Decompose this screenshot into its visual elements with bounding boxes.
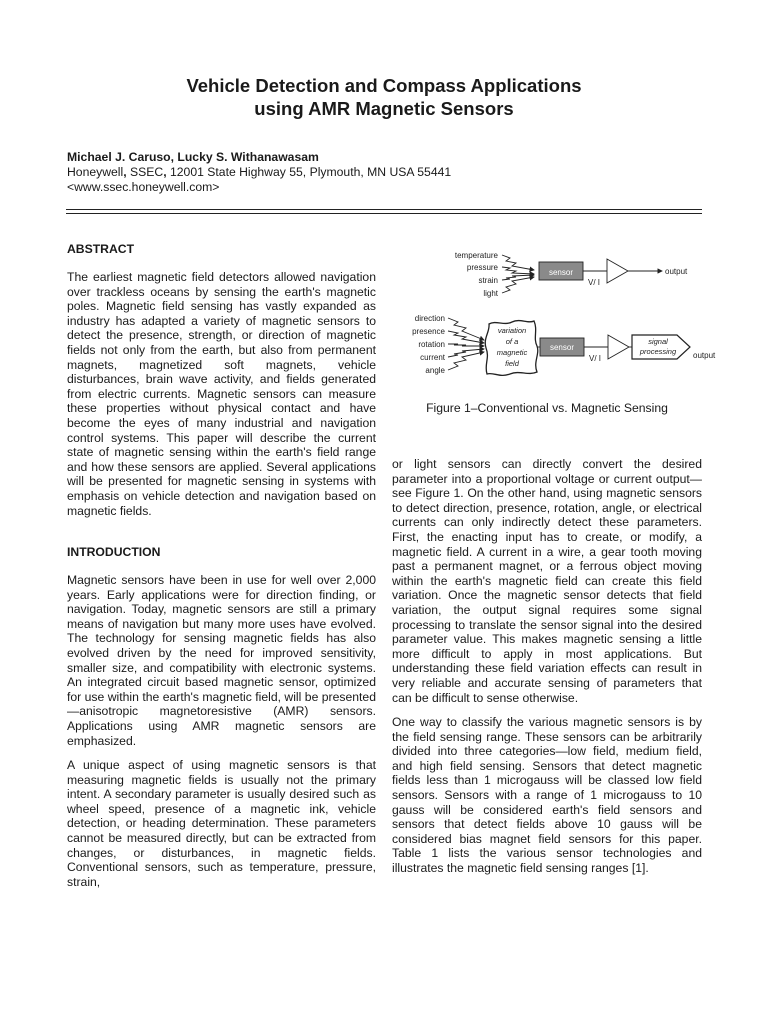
input-label-direction: direction xyxy=(414,314,445,323)
affiliation-address: 12001 State Highway 55, Plymouth, MN USA 55441 xyxy=(170,165,452,179)
input-label-temperature: temperature xyxy=(454,251,498,260)
abstract-text: The earliest magnetic field detectors allowed navigation over trackless oceans by sensing the earth's magnetic poles. Magnetic field sensing has vastly expanded as industry has adapted a variety of magnetic sensors to detect the presence, strength, or direction of magnetic fields not only from the earth, but also from permanent magnets, magnetized soft magnets, vehicle disturbances, brain wave activity, and fields generated from electric currents. Magnetic sensors can measure these properties without physical contact and have become the eyes of many industrial and navigation control systems. This paper will describe the current state of magnetic sensing within the earth's field range and how these sensors are applied. Several applications will be presented for magnetic sensing in systems with emphasis on vehicle detection and navigation based on magnetic fields. xyxy=(67,270,376,518)
signal-processing-line-2: processing xyxy=(639,347,677,356)
output-label-bottom: output xyxy=(693,351,716,360)
input-label-pressure: pressure xyxy=(466,263,498,272)
vi-label-top: V/ I xyxy=(587,278,601,287)
body-paragraph-right-1: or light sensors can directly convert the desired parameter into a proportional voltage or current output—see Figure 1. On the other hand, using magnetic sensors to detect direction, presence, rotation, angle, or electrical currents can only indirectly detect these parameters. First, the enacting input has to create, or modify, a magnetic field. A current in a wire, a gear tooth moving past a permanent magnet, or a ferrous object moving within the earth's magnetic field can create this field variation. Once the magnetic sensor detects that field variation, the output signal requires some signal processing to translate the sensor signal into the desired parameter value. This makes magnetic sensing a little more difficult to apply in most applications. But understanding these field variation effects can result in very reliable and accurate sensing of parameters that can be difficult to sense otherwise. xyxy=(392,457,702,705)
affiliation xyxy=(67,164,451,180)
input-label-current: current xyxy=(420,353,445,362)
header-rule-bottom xyxy=(66,213,702,214)
input-label-rotation: rotation xyxy=(418,340,445,349)
vi-label-bottom: V/ I xyxy=(588,354,602,363)
amplifier-top xyxy=(607,259,628,283)
signal-processing-line-1: signal xyxy=(648,337,668,346)
author-url: <www.ssec.honeywell.com> xyxy=(67,180,220,194)
blob-line-4: field xyxy=(505,359,519,368)
body-paragraph-right-2: One way to classify the various magnetic sensors is by the field sensing range. These sensors can be arbitrarily divided into three categories—low field, medium field, and high field sensing. Sensors that detect magnetic fields less than 1 microgauss will be classed low field sensors. Sensors with a range of 1 microgauss to 10 gauss will be considered earth's field sensors and sensors that detect fields above 10 gauss will be considered bias magnet field sensors for this paper. Table 1 lists the various sensor technologies and illustrates the magnetic field sensing ranges [1]. xyxy=(392,715,702,875)
input-label-angle: angle xyxy=(425,366,445,375)
paper-title-line-2: using AMR Magnetic Sensors xyxy=(254,98,514,119)
zigzag-rotation xyxy=(448,344,484,346)
sensor-label-bottom: sensor xyxy=(549,343,575,352)
introduction-paragraph-2: A unique aspect of using magnetic sensors is that measuring magnetic fields is usually not the primary intent. A secondary parameter is usually desired such as wheel speed, presence of a magnetic ink, vehicle detection, or heading determination. These parameters cannot be measured directly, but can be extracted from changes, or disturbances, in magnetic fields. Conventional sensors, such as temperature, pressure, strain, xyxy=(67,758,376,889)
header-rule-top xyxy=(66,209,702,210)
zigzag-pressure xyxy=(502,267,534,274)
introduction-paragraph-1: Magnetic sensors have been in use for well over 2,000 years. Early applications were for direction finding, or navigation. Today, magnetic sensors are still a primary means of navigation but many more uses have evolved. The technology for sensing magnetic fields has also evolved driven by the need for improved sensitivity, smaller size, and compatibility with electronic systems. An integrated circuit based magnetic sensor, optimized for use within the earth's magnetic field, will be presented—anisotropic magnetoresistive (AMR) sensors. Applications using AMR magnetic sensors are emphasized. xyxy=(67,573,376,748)
affiliation-sep-2: , xyxy=(163,165,170,179)
abstract-heading: ABSTRACT xyxy=(67,242,135,256)
blob-line-1: variation xyxy=(497,326,527,335)
zigzag-angle xyxy=(448,352,484,370)
figure-1-caption: Figure 1–Conventional vs. Magnetic Sensing xyxy=(426,401,668,415)
affiliation-division: SSEC xyxy=(130,165,164,179)
sensor-label-top: sensor xyxy=(548,268,574,277)
figure-1-diagram xyxy=(392,240,722,390)
paper-title-line-1: Vehicle Detection and Compass Applications xyxy=(186,75,582,96)
blob-line-2: of a xyxy=(505,337,519,346)
input-label-presence: presence xyxy=(412,327,445,336)
amplifier-bottom xyxy=(608,335,629,359)
blob-line-3: magnetic xyxy=(496,348,528,357)
input-label-light: light xyxy=(483,289,498,298)
introduction-heading: INTRODUCTION xyxy=(67,545,161,559)
output-label-top: output xyxy=(665,267,688,276)
author-list: Michael J. Caruso, Lucky S. Withanawasam xyxy=(67,150,319,164)
affiliation-org: Honeywell xyxy=(67,165,124,179)
bottom-input-zigzags xyxy=(448,318,484,370)
top-input-zigzags xyxy=(502,255,534,293)
affiliation-sep-1: , xyxy=(123,165,131,179)
input-label-strain: strain xyxy=(478,276,498,285)
